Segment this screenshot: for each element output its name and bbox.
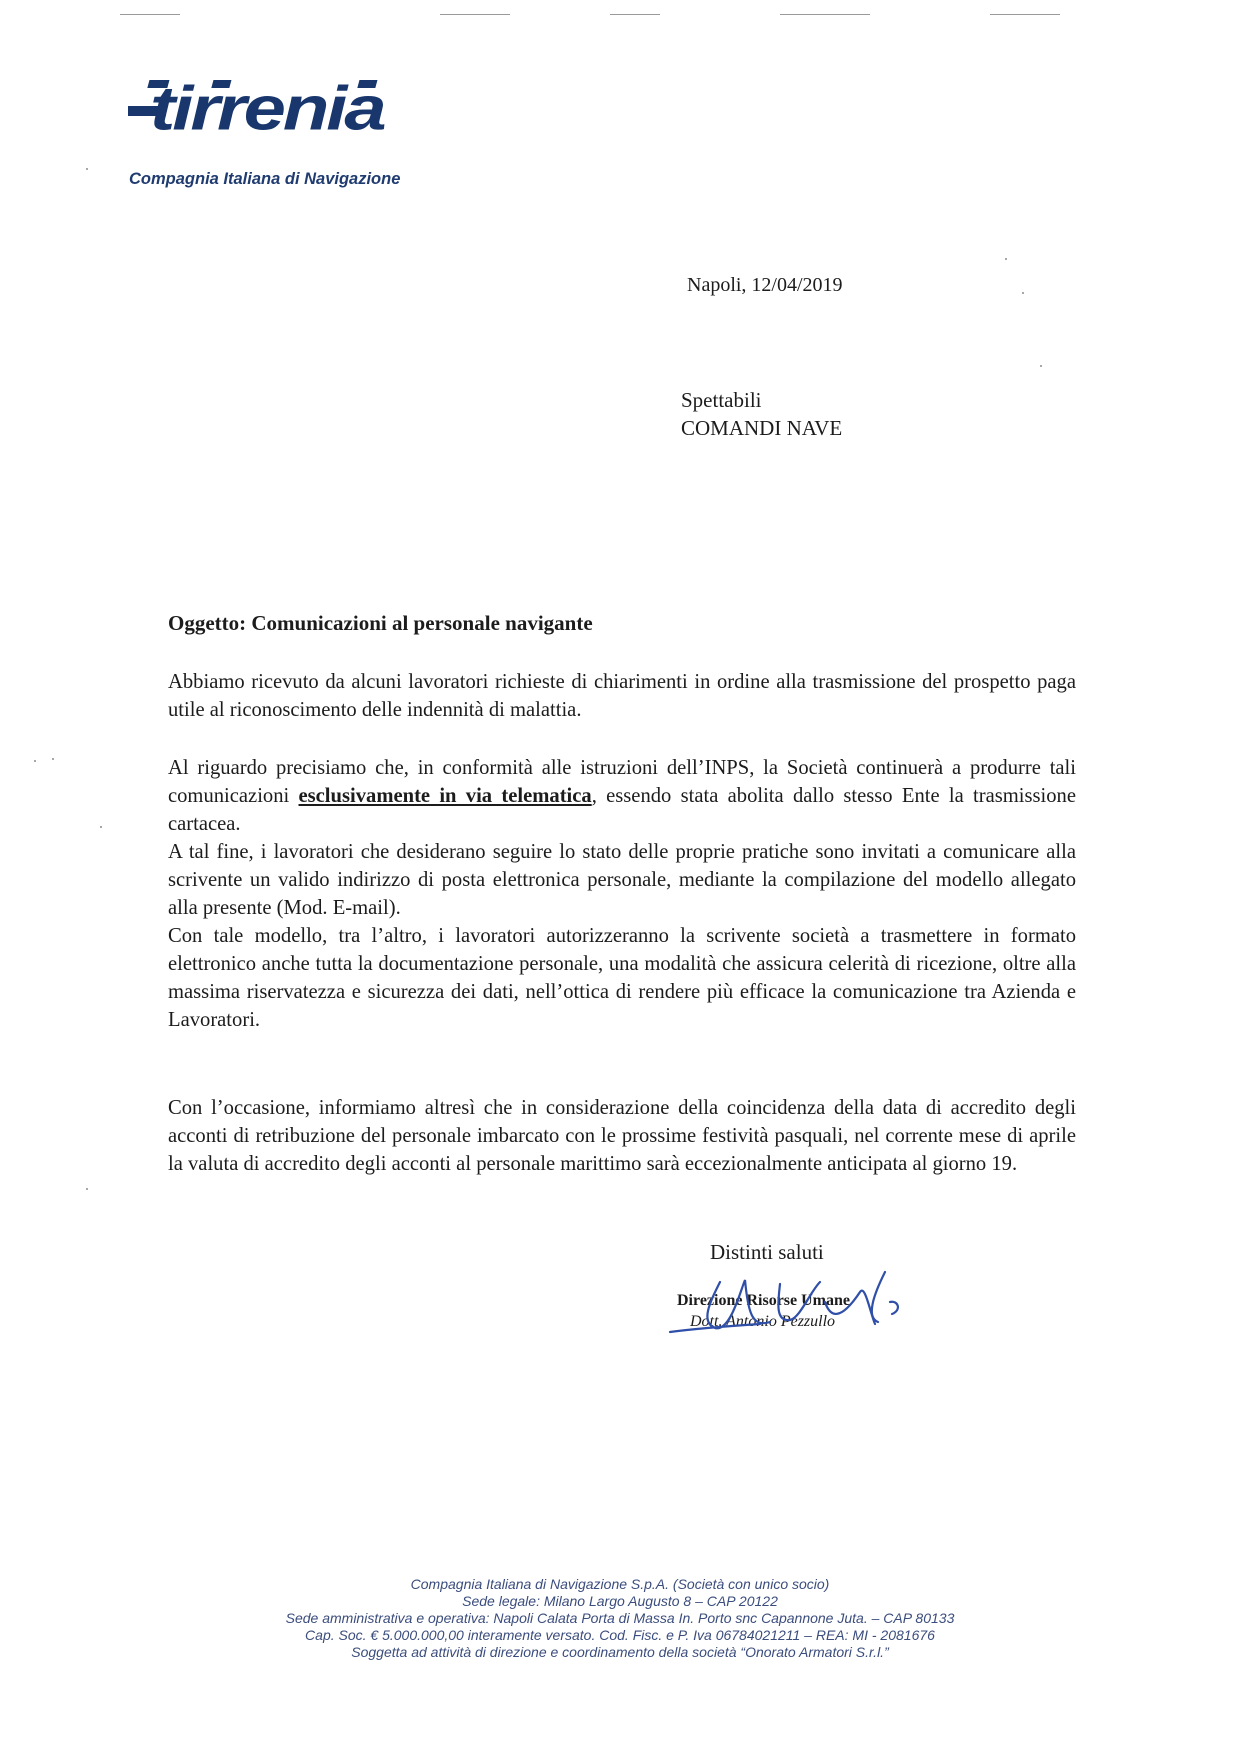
logo-wordmark: tirrenia	[150, 73, 384, 144]
scan-speck	[52, 758, 54, 760]
body-paragraph	[168, 668, 1076, 724]
logo-tagline: Compagnia Italiana di Navigazione	[129, 170, 401, 188]
scan-artifact	[120, 14, 180, 15]
paragraph-text: , essendo stata abolita dallo stesso Ente la trasmissione cartacea.	[168, 785, 1076, 835]
footer-line: Compagnia Italiana di Navigazione S.p.A. (Società con unico socio)	[410, 1576, 830, 1592]
paragraph-text: Con tale modello, tra l’altro, i lavoratori autorizzeranno la scrivente società a trasmettere in formato elettronico anche tutta la documentazione personale, una modalità che assicura celerità di ricezione, oltre alla massima riservatezza e sicurezza dei dati, nell’ottica di rendere più efficace la comunicazione tra Azienda e Lavoratori.	[168, 925, 1076, 1031]
closing: Distinti saluti	[710, 1240, 824, 1264]
scan-artifact	[780, 14, 870, 15]
paragraph-text: A tal fine, i lavoratori che desiderano seguire lo stato delle proprie pratiche sono invitati a comunicare alla scrivente un valido indirizzo di posta elettronica personale, mediante la compilazione del modello allegato alla presente (Mod. E-mail).	[168, 841, 1076, 919]
scan-artifact	[610, 14, 660, 15]
footer-line: Soggetta ad attività di direzione e coordinamento della società “Onorato Armatori S.r.l.”	[351, 1644, 889, 1660]
paragraph-text: Al riguardo precisiamo che, in conformità alle istruzioni dell’INPS, la Società continuerà a produrre tali comunicazioni	[168, 757, 1076, 807]
handwritten-signature	[660, 1262, 910, 1352]
signature-name: Dott. Antonio Pezzullo	[690, 1313, 836, 1330]
scan-speck	[34, 760, 36, 762]
footer-line: Sede legale: Milano Largo Augusto 8 – CAP 20122	[462, 1593, 778, 1609]
scan-speck	[86, 168, 88, 170]
footer-line: Cap. Soc. € 5.000.000,00 interamente versato. Cod. Fisc. e P. Iva 06784021211 – REA: MI - 2081676	[305, 1627, 935, 1643]
signature-stroke	[670, 1272, 898, 1332]
paragraph-text	[168, 754, 1076, 838]
body-section	[168, 754, 1076, 1034]
footer-line: Sede amministrativa e operativa: Napoli Calata Porta di Massa In. Porto snc Capannone Juta. – CAP 80133	[285, 1610, 955, 1626]
emphasis-text: esclusivamente in via telematica	[298, 785, 592, 807]
letter-subject: Oggetto: Comunicazioni al personale navigante	[168, 611, 593, 635]
paragraph-text: Abbiamo ricevuto da alcuni lavoratori richieste di chiarimenti in ordine alla trasmissione del prospetto paga utile al riconoscimento delle indennità di malattia.	[168, 671, 1076, 721]
scan-speck	[1040, 365, 1042, 367]
signature-department: Direzione Risorse Umane	[677, 1292, 850, 1309]
scan-speck	[100, 826, 102, 828]
scan-artifact	[440, 14, 510, 15]
letter-date: Napoli, 12/04/2019	[687, 274, 843, 296]
recipient-line: Spettabili	[681, 388, 762, 412]
body-paragraph	[168, 1094, 1076, 1178]
paragraph-text: Con l’occasione, informiamo altresì che in considerazione della coincidenza della data di accredito degli acconti di retribuzione del personale imbarcato con le prossime festività pasquali, nel corrente mese di aprile la valuta di accredito degli acconti al personale marittimo sarà eccezionalmente anticipata al giorno 19.	[168, 1097, 1076, 1175]
company-footer	[200, 1576, 1040, 1661]
scan-speck	[1022, 292, 1024, 294]
recipient-block	[681, 386, 842, 442]
recipient-line: COMANDI NAVE	[681, 416, 843, 440]
scan-artifact	[990, 14, 1060, 15]
scan-speck	[1005, 258, 1007, 260]
scan-speck	[86, 1188, 88, 1190]
